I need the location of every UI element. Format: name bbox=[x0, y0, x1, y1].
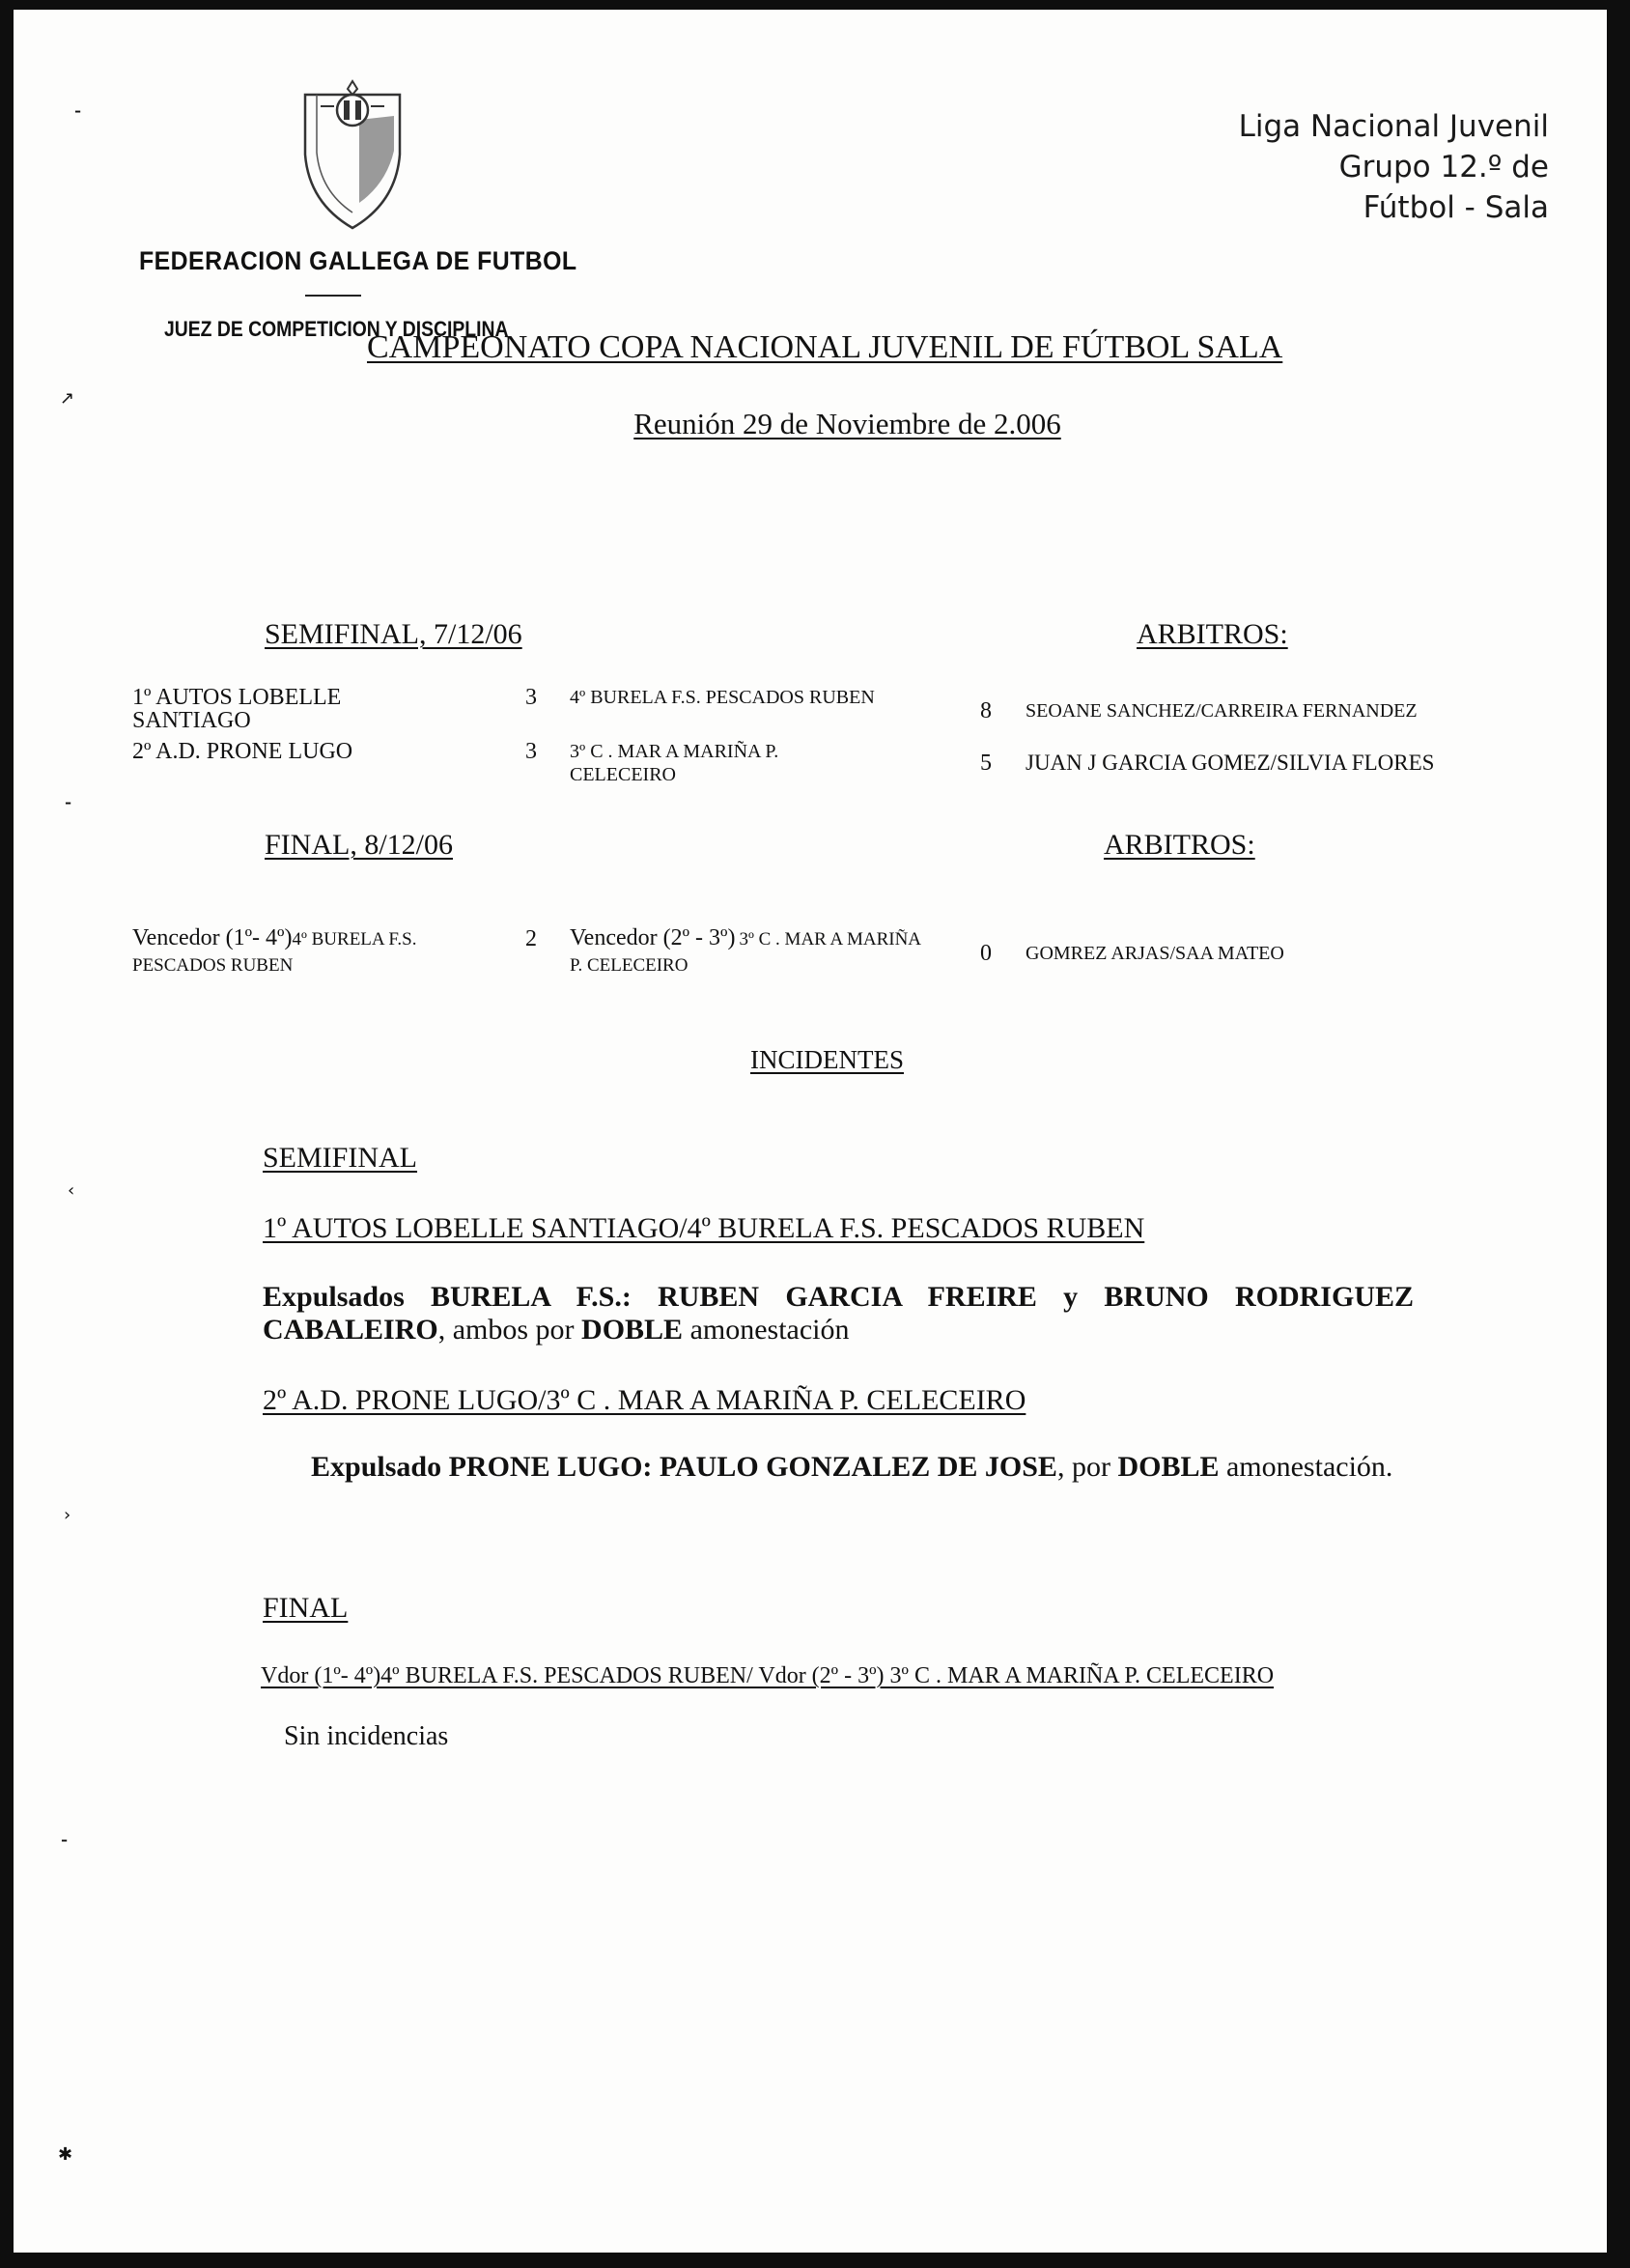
semifinal-1-home-team: 1º AUTOS LOBELLE SANTIAGO bbox=[132, 685, 342, 733]
final-home-prefix: Vencedor (1º- 4º) bbox=[132, 925, 293, 950]
semifinal-2-home-team: 2º A.D. PRONE LUGO bbox=[132, 739, 353, 764]
incident-match-1-text: Expulsados BURELA F.S.: RUBEN GARCIA FREIRE y BRUNO RODRIGUEZ CABALEIRO, ambos por DOBLE amonestación bbox=[263, 1281, 1414, 1346]
incidents-final-heading: FINAL bbox=[263, 1592, 349, 1624]
final-heading: FINAL, 8/12/06 bbox=[265, 829, 453, 861]
semifinal-2-referees: JUAN J GARCIA GOMEZ/SILVIA FLORES bbox=[1026, 751, 1435, 775]
committee-name: JUEZ DE COMPETICION Y DISCIPLINA bbox=[164, 317, 509, 341]
incident-final-text: Sin incidencias bbox=[284, 1721, 449, 1751]
scan-mark: ↗ bbox=[60, 388, 75, 409]
final-home bbox=[132, 925, 509, 979]
semifinal-1-away-team: 4º BURELA F.S. PESCADOS RUBEN bbox=[570, 687, 875, 708]
final-referees: GOMREZ ARJAS/SAA MATEO bbox=[1026, 943, 1284, 964]
incident-final-match-heading: Vdor (1º- 4º)4º BURELA F.S. PESCADOS RUBEN/ Vdor (2º - 3º) 3º C . MAR A MARIÑA P. CELECEIRO bbox=[261, 1663, 1275, 1688]
semifinal-1-away-score: 8 bbox=[980, 698, 992, 723]
semifinal-1-home-score: 3 bbox=[525, 685, 537, 710]
federation-name: FEDERACION GALLEGA DE FUTBOL bbox=[139, 246, 577, 275]
scan-mark: ⁃ bbox=[60, 1831, 69, 1852]
final-away-score: 0 bbox=[980, 941, 992, 966]
scan-mark: ⁃ bbox=[64, 794, 72, 814]
incidents-semifinal-heading: SEMIFINAL bbox=[263, 1142, 418, 1174]
final-away-team: 3º C . MAR A MARIÑA P. CELECEIRO bbox=[570, 929, 920, 976]
semifinal-1-referees: SEOANE SANCHEZ/CARREIRA FERNANDEZ bbox=[1026, 700, 1418, 722]
league-line-2: Grupo 12.º de bbox=[1338, 150, 1549, 184]
league-line-1: Liga Nacional Juvenil bbox=[1238, 109, 1549, 144]
incident-match-2-heading: 2º A.D. PRONE LUGO/3º C . MAR A MARIÑA P. CELECEIRO bbox=[263, 1384, 1026, 1416]
incident-match-1-heading: 1º AUTOS LOBELLE SANTIAGO/4º BURELA F.S. PESCADOS RUBEN bbox=[263, 1212, 1145, 1244]
document-page bbox=[14, 10, 1607, 2253]
final-home-team: 4º BURELA F.S. PESCADOS RUBEN bbox=[132, 929, 417, 976]
scan-mark: ✱ bbox=[58, 2144, 73, 2165]
semifinal-heading: SEMIFINAL, 7/12/06 bbox=[265, 618, 522, 650]
semifinal-referees-heading: ARBITROS: bbox=[1137, 618, 1288, 650]
incidents-heading: INCIDENTES bbox=[750, 1045, 904, 1074]
semifinal-2-away-team: 3º C . MAR A MARIÑA P. CELECEIRO bbox=[570, 741, 779, 785]
semifinal-2-home-score: 3 bbox=[525, 739, 537, 764]
league-line-3: Fútbol - Sala bbox=[1363, 190, 1549, 225]
federation-divider bbox=[305, 295, 361, 297]
league-header bbox=[1239, 106, 1549, 228]
incident-match-2-text: Expulsado PRONE LUGO: PAULO GONZALEZ DE JOSE, por DOBLE amonestación. bbox=[311, 1451, 1393, 1483]
semifinal-2-away-score: 5 bbox=[980, 751, 992, 776]
document-title: CAMPEONATO COPA NACIONAL JUVENIL DE FÚTBOL SALA bbox=[367, 329, 1283, 365]
final-home-score: 2 bbox=[525, 926, 537, 951]
federation-shield-logo bbox=[299, 77, 406, 232]
final-referees-heading: ARBITROS: bbox=[1104, 829, 1255, 861]
scan-mark: ⁃ bbox=[73, 102, 82, 123]
final-away-prefix: Vencedor (2º - 3º) bbox=[570, 925, 736, 950]
scan-mark: ‹ bbox=[68, 1180, 75, 1201]
final-away bbox=[570, 925, 937, 979]
scan-mark: › bbox=[64, 1505, 71, 1525]
meeting-date: Reunión 29 de Noviembre de 2.006 bbox=[633, 407, 1061, 440]
